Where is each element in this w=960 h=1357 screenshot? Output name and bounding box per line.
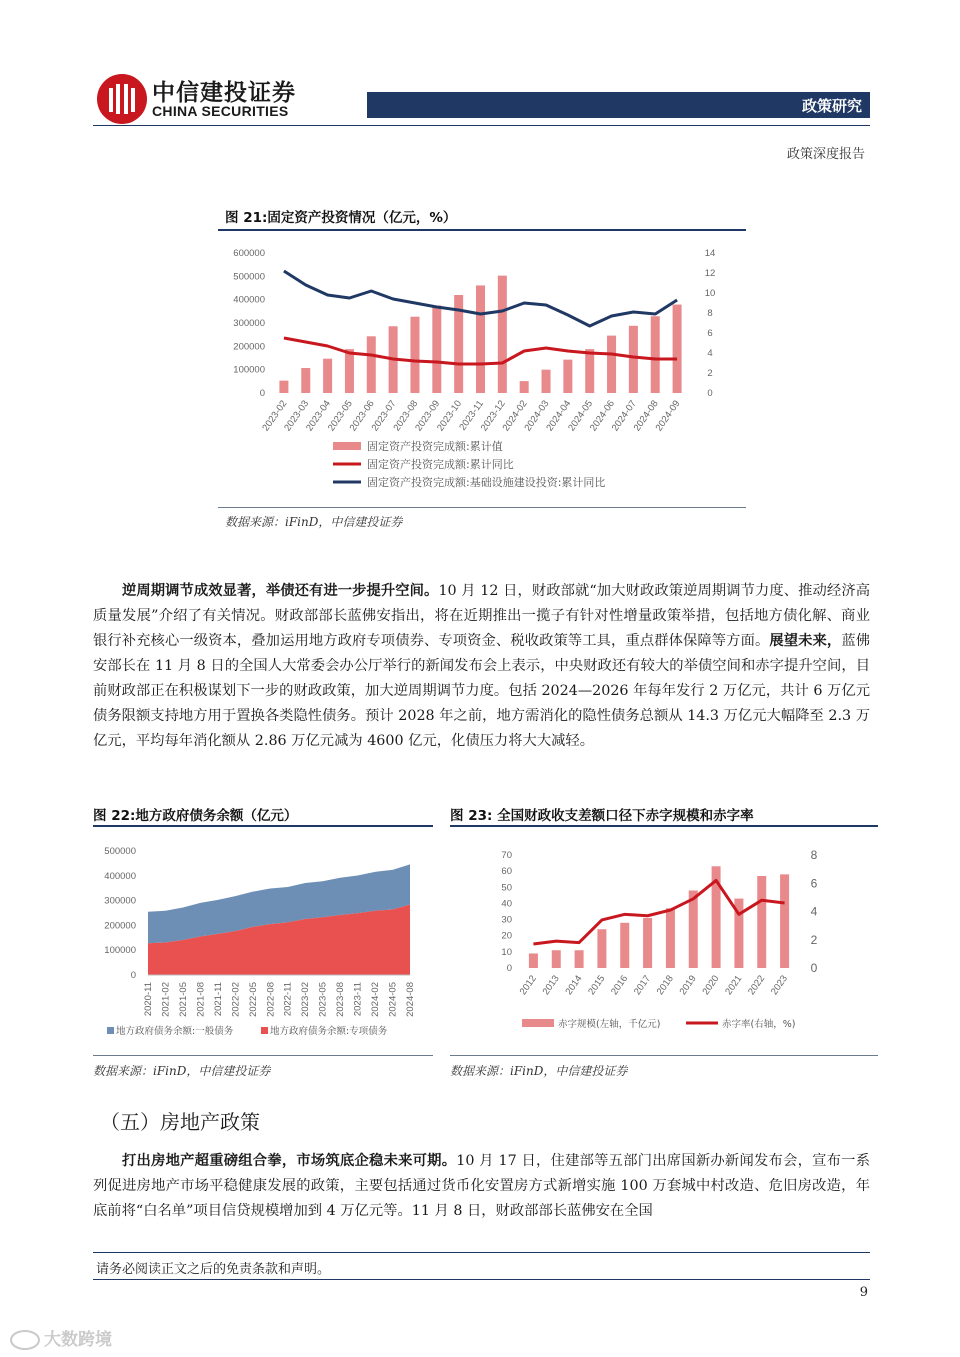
x-tick-label: 2024-02	[500, 398, 530, 434]
y-left-tick-label: 500000	[233, 271, 265, 283]
bar-deficit-scale	[597, 929, 606, 968]
bar-deficit-scale	[620, 923, 629, 968]
bar-fai-cumulative	[520, 381, 529, 393]
x-tick-label: 2013	[540, 973, 562, 998]
x-tick-label: 2021-11	[212, 982, 224, 1017]
paragraph2-lead: 打出房地产超重磅组合拳，市场筑底企稳未来可期。	[122, 1153, 457, 1169]
x-tick-label: 2023-04	[304, 398, 334, 434]
x-tick-label: 2022-08	[265, 982, 277, 1017]
bar-fai-cumulative	[476, 285, 485, 393]
y-left-tick-label: 100000	[233, 364, 265, 376]
x-tick-label: 2021-05	[177, 982, 189, 1017]
disclaimer-note: 请务必阅读正文之后的免责条款和声明。	[96, 1262, 331, 1277]
bar-deficit-scale	[529, 953, 538, 968]
y-right-tick-label: 4	[707, 348, 713, 359]
x-tick-label: 2024-08	[631, 398, 661, 434]
y-left-tick-label: 50	[501, 882, 512, 894]
section-banner	[367, 92, 870, 118]
bar-deficit-scale	[780, 874, 789, 968]
x-tick-label: 2023	[768, 973, 791, 998]
x-tick-label: 2024-03	[522, 398, 552, 434]
figure21-top-rule	[218, 229, 746, 231]
bar-deficit-scale	[575, 950, 584, 968]
page-number: 9	[859, 1285, 868, 1300]
bar-deficit-scale	[552, 950, 561, 968]
legend-label-bar: 赤字规模(左轴，千亿元)	[558, 1019, 661, 1030]
paragraph1-text-a: 10 月 12 日，财政部就“加大财政政策逆周期调节力度、推动经济高质量发展”介绍了有关情况。财政部部长蓝佛安指出，将在近期推出一揽子有针对性增量政策举措，包括地方债化解、商业银行补充核心一级资本，叠加运用地方政府专项债券、专项资金、税收政策等工具，重点群体保障等方面。	[93, 583, 870, 649]
bar-deficit-scale	[643, 918, 652, 968]
company-logo-icon	[97, 74, 147, 124]
report-type: 政策深度报告	[786, 147, 865, 162]
figure23-source: 数据来源：iFinD，中信建投证券	[450, 1064, 628, 1078]
legend-swatch-general	[107, 1027, 114, 1034]
header-divider	[93, 125, 870, 126]
bar-fai-cumulative	[345, 349, 354, 393]
y-right-tick-label: 10	[704, 288, 716, 299]
legend-label: 固定资产投资完成额:基础设施建设投资:累计同比	[367, 476, 606, 489]
figure21-chart	[218, 235, 746, 505]
x-tick-label: 2019	[677, 973, 699, 998]
x-tick-label: 2023-12	[478, 398, 508, 434]
x-tick-label: 2023-11	[457, 398, 486, 433]
y-left-tick-label: 70	[501, 850, 512, 861]
paragraph1-lead: 逆周期调节成效显著，举债还有进一步提升空间。	[122, 583, 439, 599]
x-tick-label: 2023-06	[347, 398, 377, 434]
y-right-tick-label: 6	[810, 876, 818, 891]
y-left-tick-label: 0	[506, 963, 512, 974]
y-right-tick-label: 0	[810, 961, 818, 975]
x-tick-label: 2015	[586, 973, 608, 998]
y-left-tick-label: 300000	[233, 318, 265, 329]
figure21-caption: 图 21:固定资产投资情况（亿元，%）	[225, 210, 457, 226]
x-tick-label: 2024-06	[587, 398, 618, 434]
paragraph-fiscal-policy	[93, 579, 870, 754]
y-right-tick-label: 2	[707, 368, 713, 379]
y-right-tick-label: 14	[704, 248, 716, 259]
y-tick-label: 200000	[104, 920, 136, 932]
figure21-bottom-rule	[218, 507, 746, 508]
section-label: 政策研究	[801, 97, 862, 115]
x-tick-label: 2022-02	[230, 982, 242, 1017]
figure23-chart	[450, 833, 878, 1053]
x-tick-label: 2020	[700, 973, 722, 998]
bar-fai-cumulative	[498, 276, 507, 393]
bar-fai-cumulative	[410, 317, 419, 393]
section-heading-real-estate: （五）房地产政策	[100, 1110, 260, 1134]
watermark	[10, 1325, 112, 1350]
figure22-source: 数据来源：iFinD，中信建投证券	[93, 1064, 271, 1078]
paragraph1-mid: 展望未来，	[769, 633, 842, 649]
legend-label-general: 地方政府债务余额:一般债务	[116, 1026, 234, 1037]
figure21-source: 数据来源：iFinD，中信建投证券	[225, 515, 403, 529]
y-right-tick-label: 4	[810, 904, 818, 919]
x-tick-label: 2022	[746, 973, 768, 998]
x-tick-label: 2023-08	[391, 398, 421, 434]
x-tick-label: 2023-11	[352, 982, 364, 1017]
x-tick-label: 2021-08	[195, 982, 207, 1017]
figure22-caption: 图 22:地方政府债务余额（亿元）	[93, 808, 298, 824]
bar-fai-cumulative	[563, 360, 572, 393]
y-left-tick-label: 20	[501, 930, 512, 942]
paragraph2-text: 10 月 17 日，住建部等五部门出席国新办新闻发布会，宣布一系列促进房地产市场平稳健康发展的政策，主要包括通过货币化安置房方式新增实施 100 万套城中村改造、危旧房改造，年底前将“白名单”项目信贷规模增加到 4 万亿元等。11 月 8 日，财政部部长蓝佛安在全国	[93, 1153, 871, 1219]
x-tick-label: 2020-11	[143, 982, 154, 1017]
legend-label-special: 地方政府债务余额:专项债务	[270, 1026, 388, 1037]
bar-fai-cumulative	[301, 368, 310, 393]
x-tick-label: 2024-07	[609, 398, 639, 434]
legend-label-line: 赤字率(右轴，%)	[722, 1019, 796, 1030]
bar-fai-cumulative	[323, 359, 332, 393]
x-tick-label: 2024-05	[387, 982, 399, 1017]
legend-label: 固定资产投资完成额:累计同比	[367, 458, 514, 471]
bar-deficit-scale	[666, 908, 675, 968]
bar-fai-cumulative	[585, 349, 594, 393]
y-right-tick-label: 2	[810, 932, 818, 947]
y-left-tick-label: 40	[501, 898, 512, 910]
x-tick-label: 2024-05	[566, 398, 596, 434]
bar-fai-cumulative	[432, 306, 441, 394]
x-tick-label: 2023-02	[300, 982, 312, 1017]
x-tick-label: 2021-02	[160, 982, 172, 1017]
x-tick-label: 2023-09	[413, 398, 443, 434]
logo-english-name: CHINA SECURITIES	[152, 103, 289, 119]
x-tick-label: 2024-04	[544, 398, 574, 434]
y-right-tick-label: 6	[707, 328, 713, 339]
x-tick-label: 2023-02	[260, 398, 290, 434]
bar-fai-cumulative	[629, 326, 638, 393]
legend-swatch-bar	[333, 442, 361, 450]
x-tick-label: 2023-05	[317, 982, 329, 1017]
footer-top-rule	[93, 1252, 870, 1253]
y-right-tick-label: 8	[810, 848, 818, 862]
watermark-logo-icon	[10, 1330, 40, 1350]
paragraph1-text-b: 蓝佛安部长在 11 月 8 日的全国人大常委会办公厅举行的新闻发布会上表示，中央财政还有较大的举债空间和赤字提升空间，目前财政部正在积极谋划下一步的财政政策，加大逆周期调节力度。包括 2024—2026 年每年发行 2 万亿元，共计 6 万亿元债务限额支持地方用于置换各类隐性债务。预计 2028 年之前，地方需消化的隐性债务总额从 14.3 万亿元大幅降至 2.3 万亿元，平均每年消化额从 2.86 万亿元减为 4600 亿元，化债压力将大大减轻。	[93, 633, 870, 749]
x-tick-label: 2023-08	[335, 982, 347, 1017]
x-tick-label: 2017	[631, 973, 654, 998]
x-tick-label: 2023-07	[369, 398, 399, 434]
figure22-chart	[93, 833, 433, 1053]
y-left-tick-label: 600000	[233, 248, 265, 259]
y-left-tick-label: 10	[501, 946, 512, 958]
figure23-caption: 图 23: 全国财政收支差额口径下赤字规模和赤字率	[450, 808, 754, 824]
y-left-tick-label: 30	[501, 914, 512, 926]
bar-fai-cumulative	[651, 316, 660, 393]
bar-deficit-scale	[757, 876, 766, 968]
bar-fai-cumulative	[367, 336, 376, 393]
y-left-tick-label: 0	[259, 388, 265, 399]
legend-swatch-special	[261, 1027, 268, 1034]
figure23-top-rule	[450, 825, 878, 827]
y-tick-label: 100000	[104, 945, 136, 957]
x-tick-label: 2023-03	[282, 398, 312, 434]
y-tick-label: 500000	[104, 846, 136, 857]
x-tick-label: 2012	[517, 973, 539, 998]
bar-fai-cumulative	[607, 336, 616, 393]
bar-fai-cumulative	[673, 305, 682, 393]
x-tick-label: 2023-10	[435, 398, 465, 434]
x-tick-label: 2023-05	[325, 398, 355, 434]
legend-label: 固定资产投资完成额:累计值	[367, 440, 503, 453]
x-tick-label: 2024-09	[653, 398, 683, 434]
x-tick-label: 2024-02	[370, 982, 382, 1017]
x-tick-label: 2021	[723, 973, 745, 998]
x-tick-label: 2024-08	[405, 982, 416, 1017]
y-tick-label: 0	[130, 970, 136, 981]
figure23-bottom-rule	[450, 1055, 878, 1056]
paragraph-real-estate	[93, 1149, 870, 1224]
figure22-top-rule	[93, 825, 433, 827]
bar-fai-cumulative	[279, 381, 288, 393]
y-right-tick-label: 12	[704, 268, 716, 279]
y-tick-label: 400000	[104, 870, 136, 882]
bar-fai-cumulative	[542, 370, 551, 393]
line-deficit-rate	[533, 880, 784, 944]
bar-deficit-scale	[689, 891, 698, 968]
y-left-tick-label: 200000	[233, 341, 265, 353]
y-left-tick-label: 400000	[233, 294, 265, 306]
legend-swatch-bar	[522, 1019, 554, 1027]
y-right-tick-label: 0	[707, 388, 713, 399]
footer-bottom-rule	[93, 1279, 870, 1280]
y-right-tick-label: 8	[707, 308, 713, 319]
x-tick-label: 2018	[654, 973, 676, 998]
x-tick-label: 2022-11	[282, 982, 294, 1017]
y-left-tick-label: 60	[501, 866, 512, 878]
x-tick-label: 2016	[609, 973, 631, 998]
x-tick-label: 2014	[563, 973, 585, 998]
logo-chinese-name: 中信建投证券	[152, 80, 296, 106]
y-tick-label: 300000	[104, 895, 136, 907]
x-tick-label: 2022-05	[247, 982, 259, 1017]
figure22-bottom-rule	[93, 1055, 433, 1056]
watermark-text: 大数跨境	[44, 1330, 112, 1350]
